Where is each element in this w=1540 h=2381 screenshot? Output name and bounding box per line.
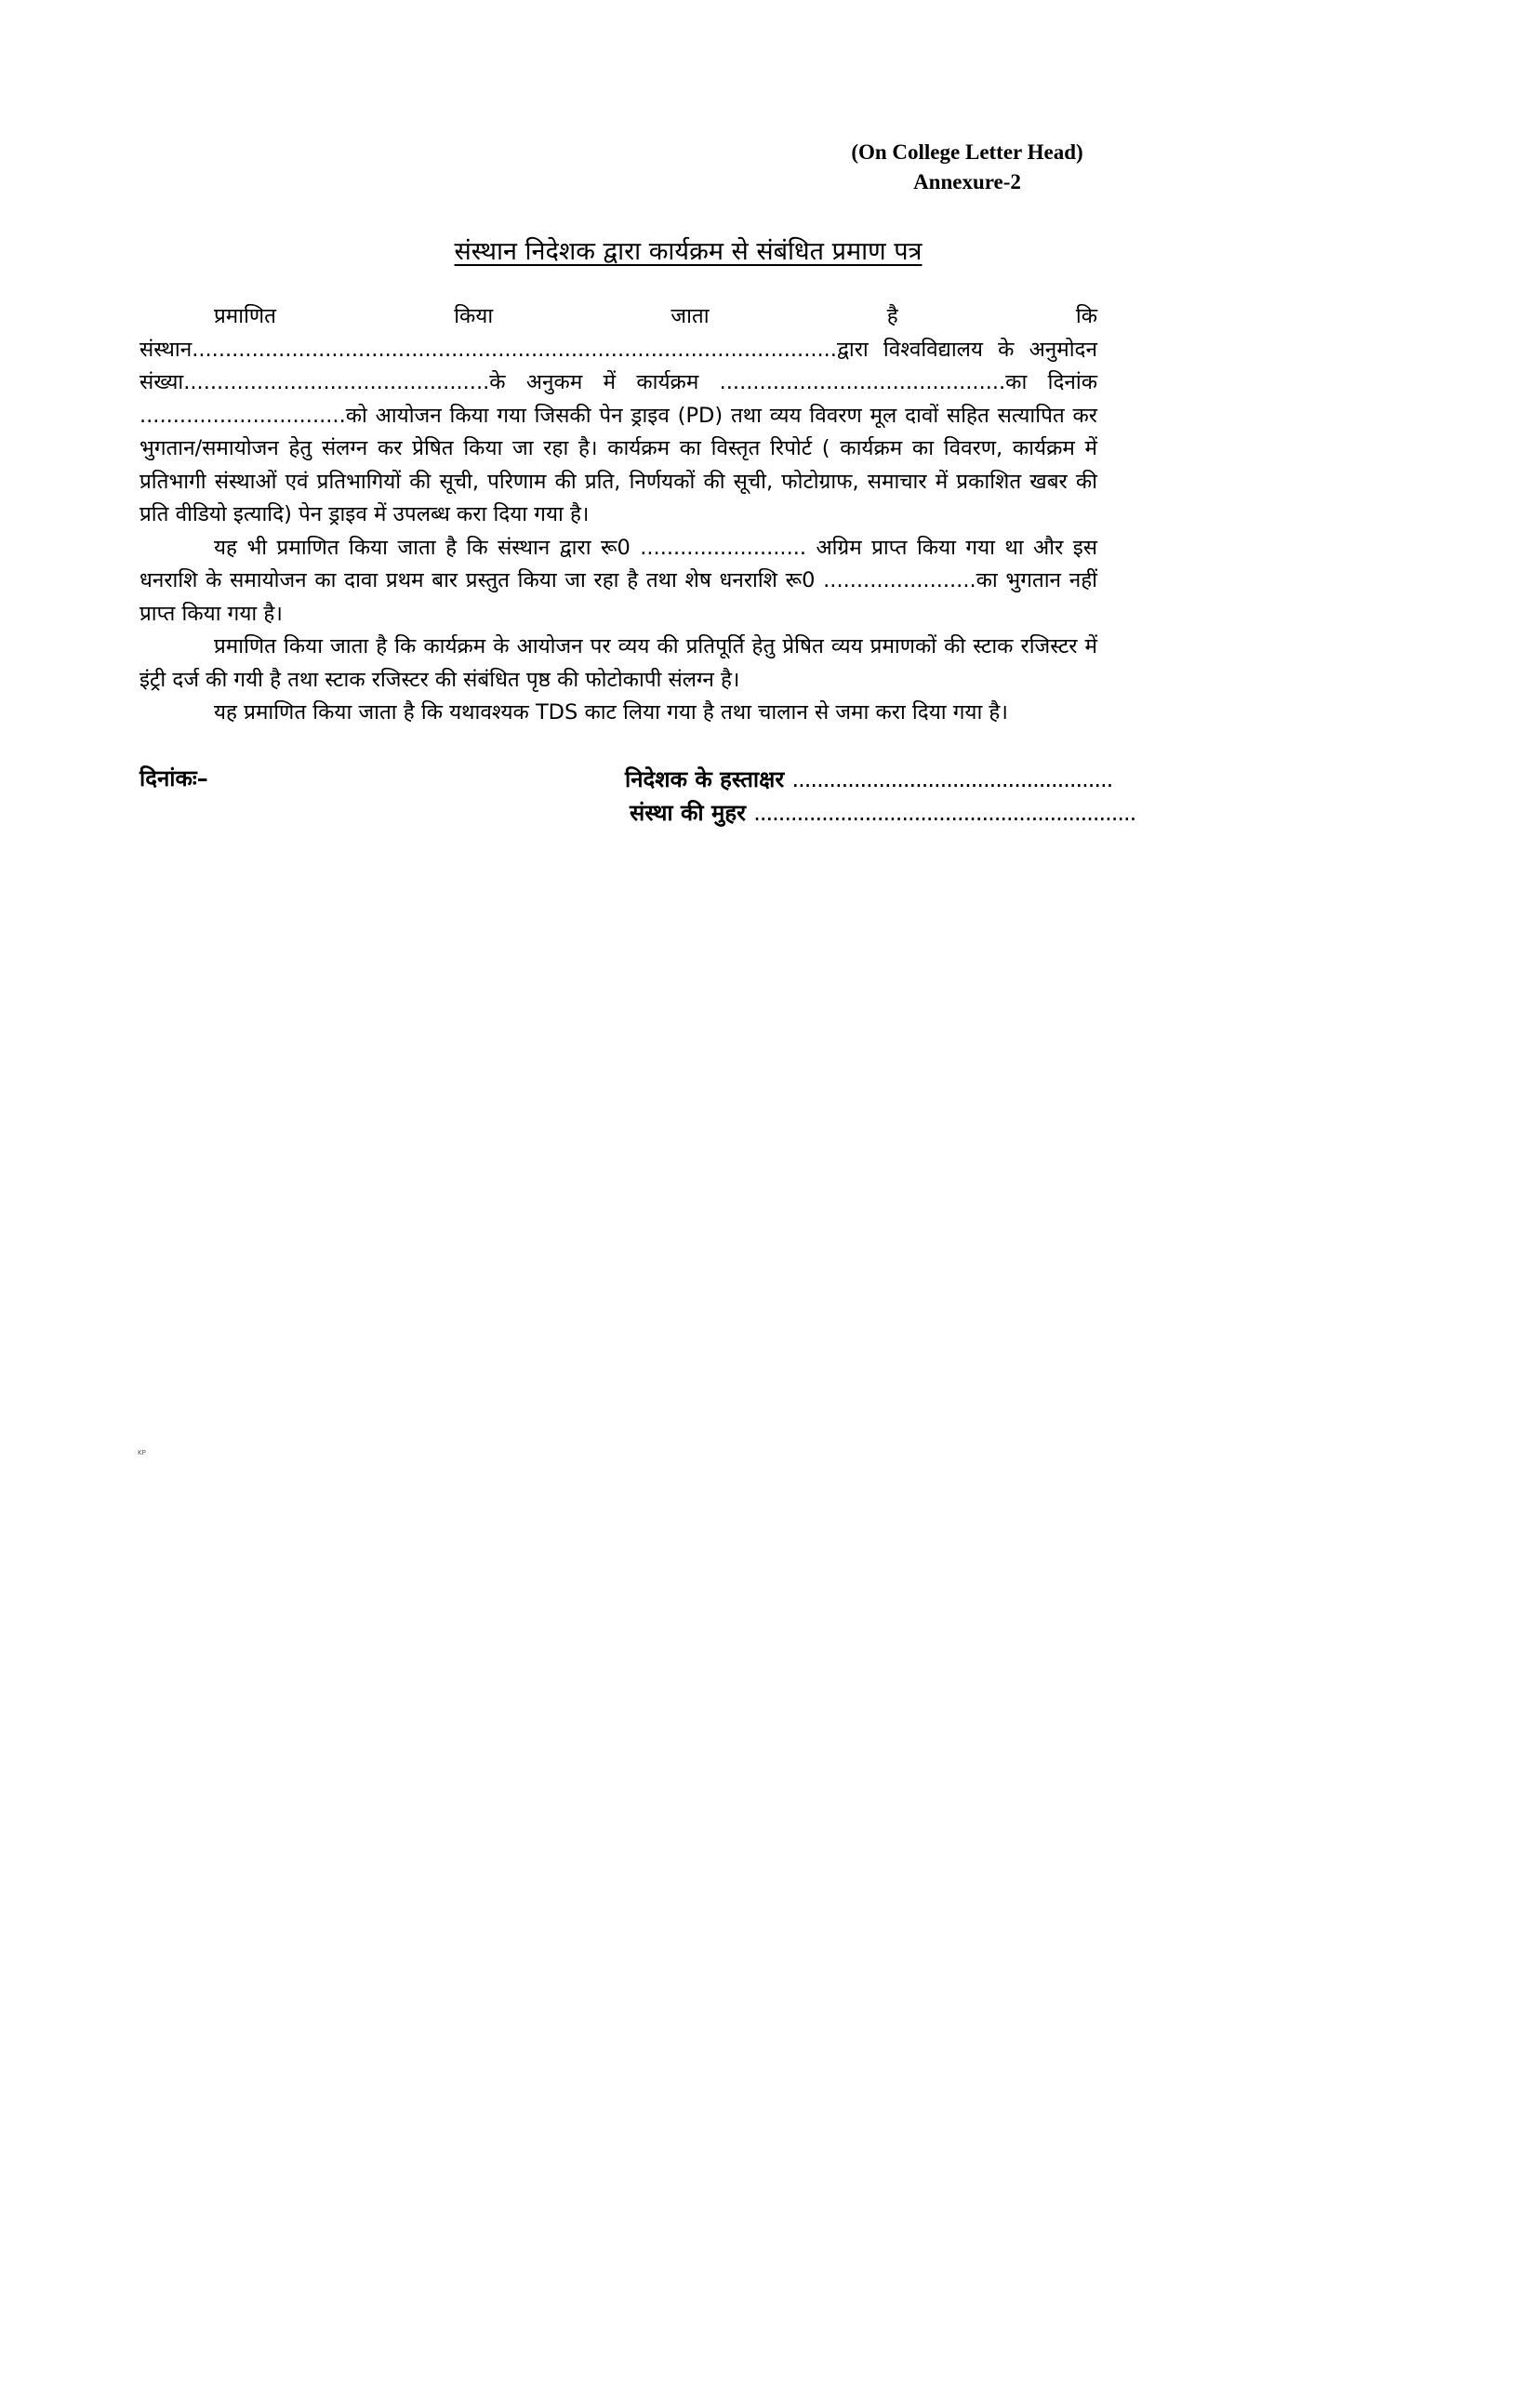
annexure-label: Annexure-2	[913, 170, 1021, 193]
document-title: संस्थान निदेशक द्वारा कार्यक्रम से संबंधित प्रमाण पत्र	[454, 237, 923, 266]
letterhead-header	[832, 138, 1102, 197]
seal-line	[625, 796, 1135, 830]
footnote-mark: KP	[138, 1449, 146, 1457]
date-label: दिनांकः–	[139, 765, 208, 791]
certificate-body	[139, 300, 1097, 730]
paragraph-1: प्रमाणित किया जाता है कि संस्थान.................................................................................................द्वारा विश्वविद्यालय के अनुमोदन संख्या..............................................के अनुकम में कार्यक्रम ...........................................का दिनांक ...............................को आयोजन किया गया जिसकी पेन ड्राइव (PD) तथा व्यय विवरण मूल दावों सहित सत्यापित कर भुगतान/समायोजन हेतु संलग्न कर प्रेषित किया जा रहा है। कार्यक्रम का विस्तृत रिपोर्ट ( कार्यक्रम का विवरण, कार्यक्रम में प्रतिभागी संस्थाओं एवं प्रतिभागियों की सूची, परिणाम की प्रति, निर्णयकों की सूची, फोटोग्राफ, समाचार में प्रकाशित खबर की प्रति वीडियो इत्यादि) पेन ड्राइव में उपलब्ध करा दिया गया है।	[139, 304, 1097, 526]
paragraph-4: यह प्रमाणित किया जाता है कि यथावश्यक TDS काट लिया गया है तथा चालान से जमा करा दिया गया है।	[214, 700, 1008, 725]
signature-block	[625, 763, 1135, 830]
paragraph-2: यह भी प्रमाणित किया जाता है कि संस्थान द्वारा रू0 ......................... अग्रिम प्राप्त किया गया था और इस धनराशि के समायोजन का दावा प्रथम बार प्रस्तुत किया जा रहा है तथा शेष धनराशि रू0 .......................का भुगतान नहीं प्राप्त किया गया है।	[139, 535, 1097, 626]
paragraph-3: प्रमाणित किया जाता है कि कार्यक्रम के आयोजन पर व्यय की प्रतिपूर्ति हेतु प्रेषित व्यय प्रमाणकों की स्टाक रजिस्टर में इंट्री दर्ज की गयी है तथा स्टाक रजिस्टर की संबंधित पृष्ठ की फोटोकापी संलग्न है।	[139, 634, 1097, 692]
seal-label: संस्था की मुहर	[630, 800, 746, 826]
signature-line	[625, 763, 1135, 796]
letterhead-note: (On College Letter Head)	[851, 140, 1083, 164]
seal-fill: ..............................................................	[753, 800, 1136, 826]
signature-fill: ....................................................	[791, 766, 1113, 792]
signature-label: निदेशक के हस्ताक्षर	[625, 766, 785, 792]
